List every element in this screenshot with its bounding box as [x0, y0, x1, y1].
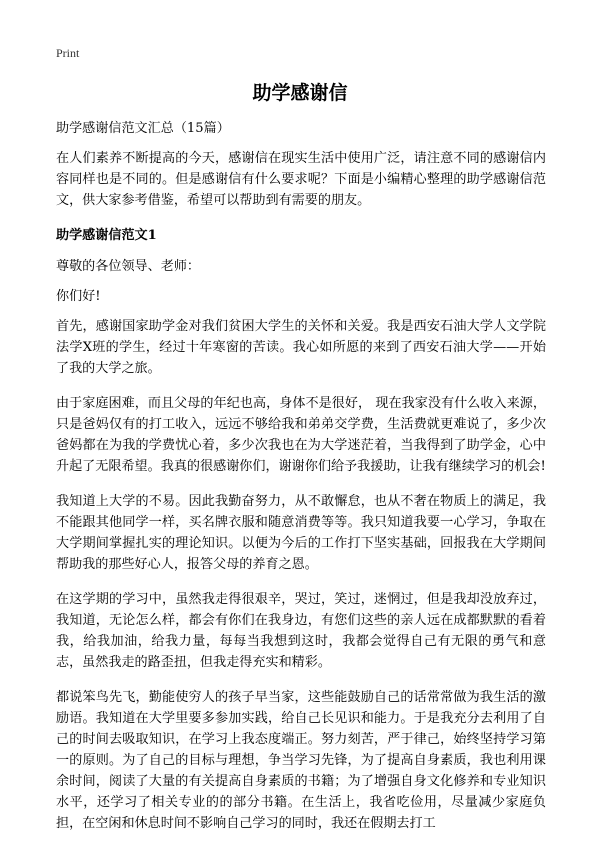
body-paragraph: 由于家庭困难，而且父母的年纪也高，身体不是很好， 现在我家没有什么收入来源，只是爸妈仅有的打工收入，远远不够给我和弟弟交学费，生活费就更难说了，多少次爸妈都在为我的学费忧心着，多少次我也在为大学迷茫着，当我得到了助学金，心中升起了无限希望。我真的很感谢你们，谢谢你们给予我援助，让我有继续学习的机会! [56, 396, 546, 474]
document-body [56, 118, 546, 843]
document-subtitle: 助学感谢信范文汇总（15篇） [56, 121, 230, 136]
salutation: 尊敬的各位领导、老师： [56, 259, 201, 274]
print-label: Print [56, 46, 80, 60]
body-paragraph: 都说笨鸟先飞，勤能使穷人的孩子早当家，这些能鼓励自己的话常常做为我生活的激励语。我知道在大学里要多参加实践，给自己长见识和能力。于是我充分去利用了自己的时间去吸取知识，在学习上我态度端正。努力刻苦，严于律己，始终坚持学习第一的原则。为了自己的目标与理想，争当学习先锋，为了提高自身素质，我也利用课余时间，阅读了大量的有关提高自身素质的书籍；为了增强自身文化修养和专业知识水平，还学习了相关专业的的部分书籍。在生活上，我省吃俭用，尽量减少家庭负担，在空闲和休息时间不影响自己学习的同时，我还在假期去打工 [56, 690, 546, 831]
greeting: 你们好! [56, 289, 101, 304]
body-paragraph: 在这学期的学习中，虽然我走得很艰辛，哭过，笑过，迷惘过，但是我却没放弃过，我知道，无论怎么样，都会有你们在我身边，有您们这些的亲人远在成都默默的看着我，给我加油，给我力量，每每当我想到这时，我都会觉得自己有无限的勇气和意志，虽然我走的路歪扭，但我走得充实和精彩。 [56, 592, 546, 670]
intro-paragraph: 在人们素养不断提高的今天，感谢信在现实生活中使用广泛，请注意不同的感谢信内容同样也是不同的。但是感谢信有什么要求呢？下面是小编精心整理的助学感谢信范文，供大家参考借鉴，希望可以帮助到有需要的朋友。 [56, 151, 546, 208]
body-paragraph: 首先，感谢国家助学金对我们贫困大学生的关怀和关爱。我是西安石油大学人文学院法学X班的学生，经过十年寒窗的苦读。我心如所愿的来到了西安石油大学——开始了我的大学之旅。 [56, 319, 546, 376]
section-heading: 助学感谢信范文1 [56, 228, 157, 243]
body-paragraph: 我知道上大学的不易。因此我勤奋努力，从不敢懈怠，也从不奢在物质上的满足，我不能跟其他同学一样，买名牌衣服和随意消费等等。我只知道我要一心学习，争取在大学期间掌握扎实的理论知识。以便为今后的工作打下坚实基础，回报我在大学期间帮助我的那些好心人，报答父母的养育之恩。 [56, 494, 546, 572]
page-title: 助学感谢信 [252, 82, 348, 104]
